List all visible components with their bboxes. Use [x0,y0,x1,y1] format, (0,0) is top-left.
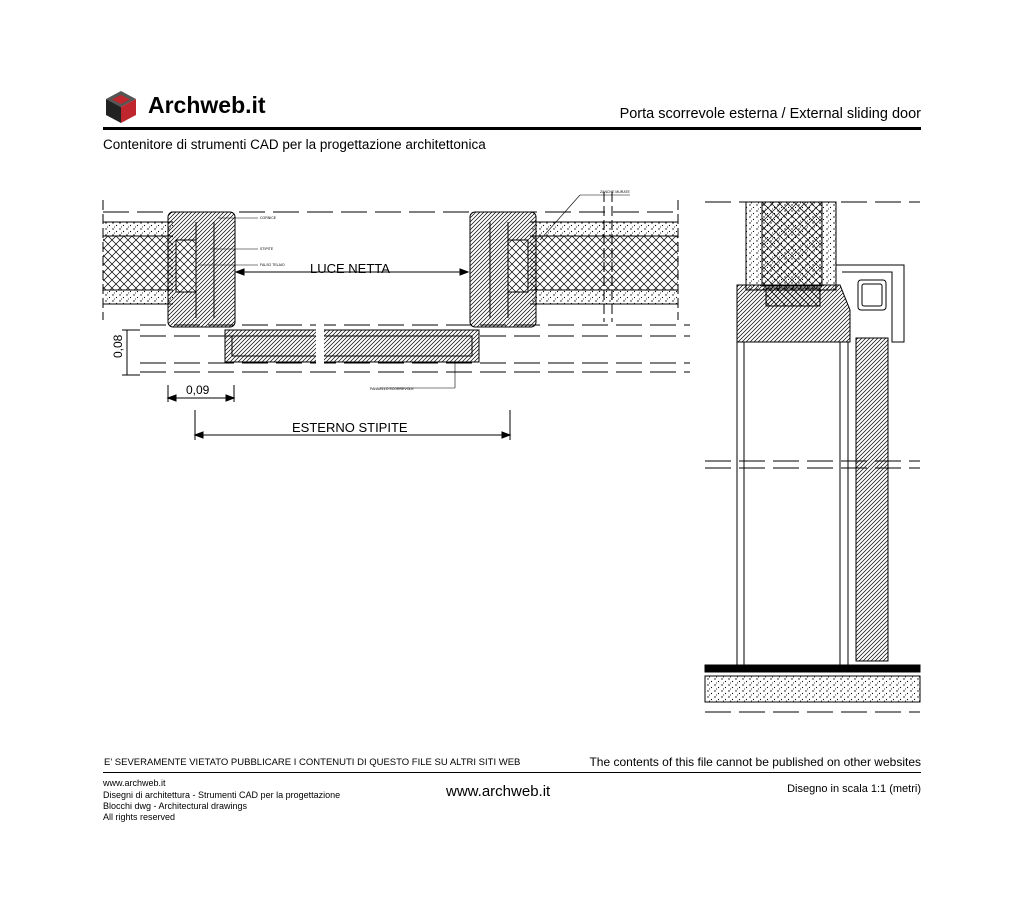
footer-line-site: www.archweb.it [103,778,166,788]
page-subtitle: Contenitore di strumenti CAD per la progettazione architettonica [103,137,486,152]
callout-falso-telaio: FALSO TELAIO [260,263,285,267]
callout-pannello: PANNELLO SCORREVOLE [370,387,414,391]
footer-url: www.archweb.it [446,783,551,800]
footer-divider [103,772,921,773]
plan-view [103,192,690,440]
luce-netta-label: LUCE NETTA [310,261,390,276]
footer-scale: Disegno in scala 1:1 (metri) [787,783,921,795]
notice-italian: E' SEVERAMENTE VIETATO PUBBLICARE I CONTENUTI DI QUESTO FILE SU ALTRI SITI WEB [104,757,521,768]
callout-stipite: STIPITE [260,247,274,251]
dim-vertical-label: 0,08 [111,334,125,358]
notice-english: The contents of this file cannot be published on other websites [589,755,921,769]
page-title: Porta scorrevole esterna / External sliding door [619,106,921,122]
section-view [705,202,920,712]
footer-line-rights: All rights reserved [103,812,176,822]
logo-text: Archweb.it [148,92,266,118]
callout-zanche: ZANCHE MURATE [600,190,630,194]
footer-line-blocks: Blocchi dwg - Architectural drawings [103,801,248,811]
esterno-stipite-label: ESTERNO STIPITE [292,420,408,435]
callout-cornice: CORNICE [260,216,277,220]
dim-horizontal-label: 0,09 [186,383,210,397]
footer-line-desc: Disegni di architettura - Strumenti CAD per la progettazione [103,790,341,800]
